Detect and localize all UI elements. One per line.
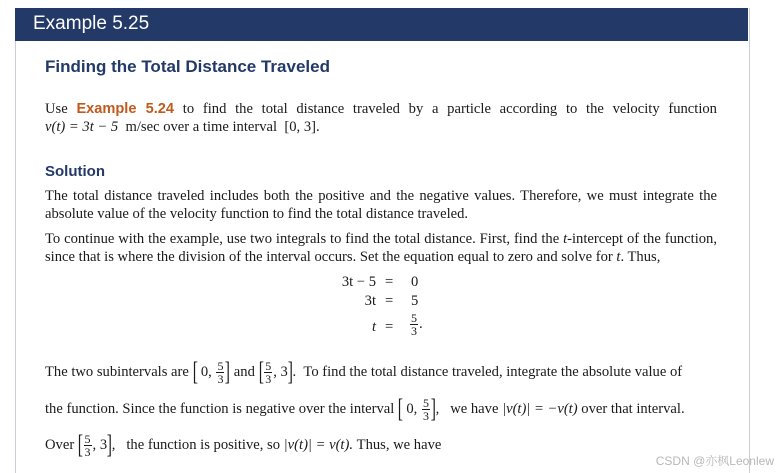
eq3-op: = <box>385 319 394 335</box>
watermark: CSDN @亦枫Leonlew <box>655 454 774 468</box>
eq1-rhs: 0 <box>411 274 419 290</box>
eq1-lhs: 3t − 5 <box>341 274 376 290</box>
interval-second: [ $\frac{5}{3}$ , 3 ] <box>258 357 293 386</box>
time-interval: [0, 3]. <box>284 119 320 135</box>
interval-first: [ 0, $\frac{5}{3}$ ] <box>192 357 231 386</box>
velocity-function: v(t) = 3t − 5 <box>45 119 119 135</box>
negative-interval-line: the function. Since the function is negative over the interval [ 0, $\frac{5}{3}$ ] , we have |v(t)| = −v(t) over that interval. <box>45 394 685 423</box>
problem-statement-line2: v(t) = 3t − 5 m/sec over a time interval [0, 3]. <box>45 119 320 135</box>
example-title: Example 5.25 <box>33 13 150 34</box>
subintervals-line: The two subintervals are [ 0, $\frac{5}{3}$ ] and [ $\frac{5}{3}$ , 3 ] . To find the total distance traveled, integrate the absolute value of <box>45 357 683 386</box>
eq1-op: = <box>385 274 394 290</box>
eq2-rhs: 5 <box>411 293 419 309</box>
example-reference-link[interactable]: Example 5.24 <box>76 101 175 117</box>
example-header <box>15 8 748 41</box>
solution-title: Solution <box>45 163 105 180</box>
eq3-lhs: t <box>371 319 376 335</box>
positive-interval-line: Over [ $\frac{5}{3}$ , 3 ] , the function is positive, so |v(t)| = v(t). Thus, we have <box>45 430 442 459</box>
solution-paragraph-1: The total distance traveled includes both the positive and the negative values. Therefore, we must integrate the absolute value of the velocity function to find the total distance traveled. <box>45 188 717 222</box>
eq2-op: = <box>385 293 394 309</box>
eq3-rhs: $\frac{5}{3}$ . <box>411 311 423 338</box>
solution-paragraph-2: To continue with the example, use two integrals to find the total distance. First, find the t-intercept of the function, since that is where the division of the interval occurs. Set the equation equal to zero and solve for t. Thus, <box>45 231 718 265</box>
section-title: Finding the Total Distance Traveled <box>45 57 330 76</box>
problem-statement: Use Example 5.24 to find the total distance traveled by a particle according to the velocity function <box>45 101 717 117</box>
eq2-lhs: 3t <box>364 293 376 309</box>
